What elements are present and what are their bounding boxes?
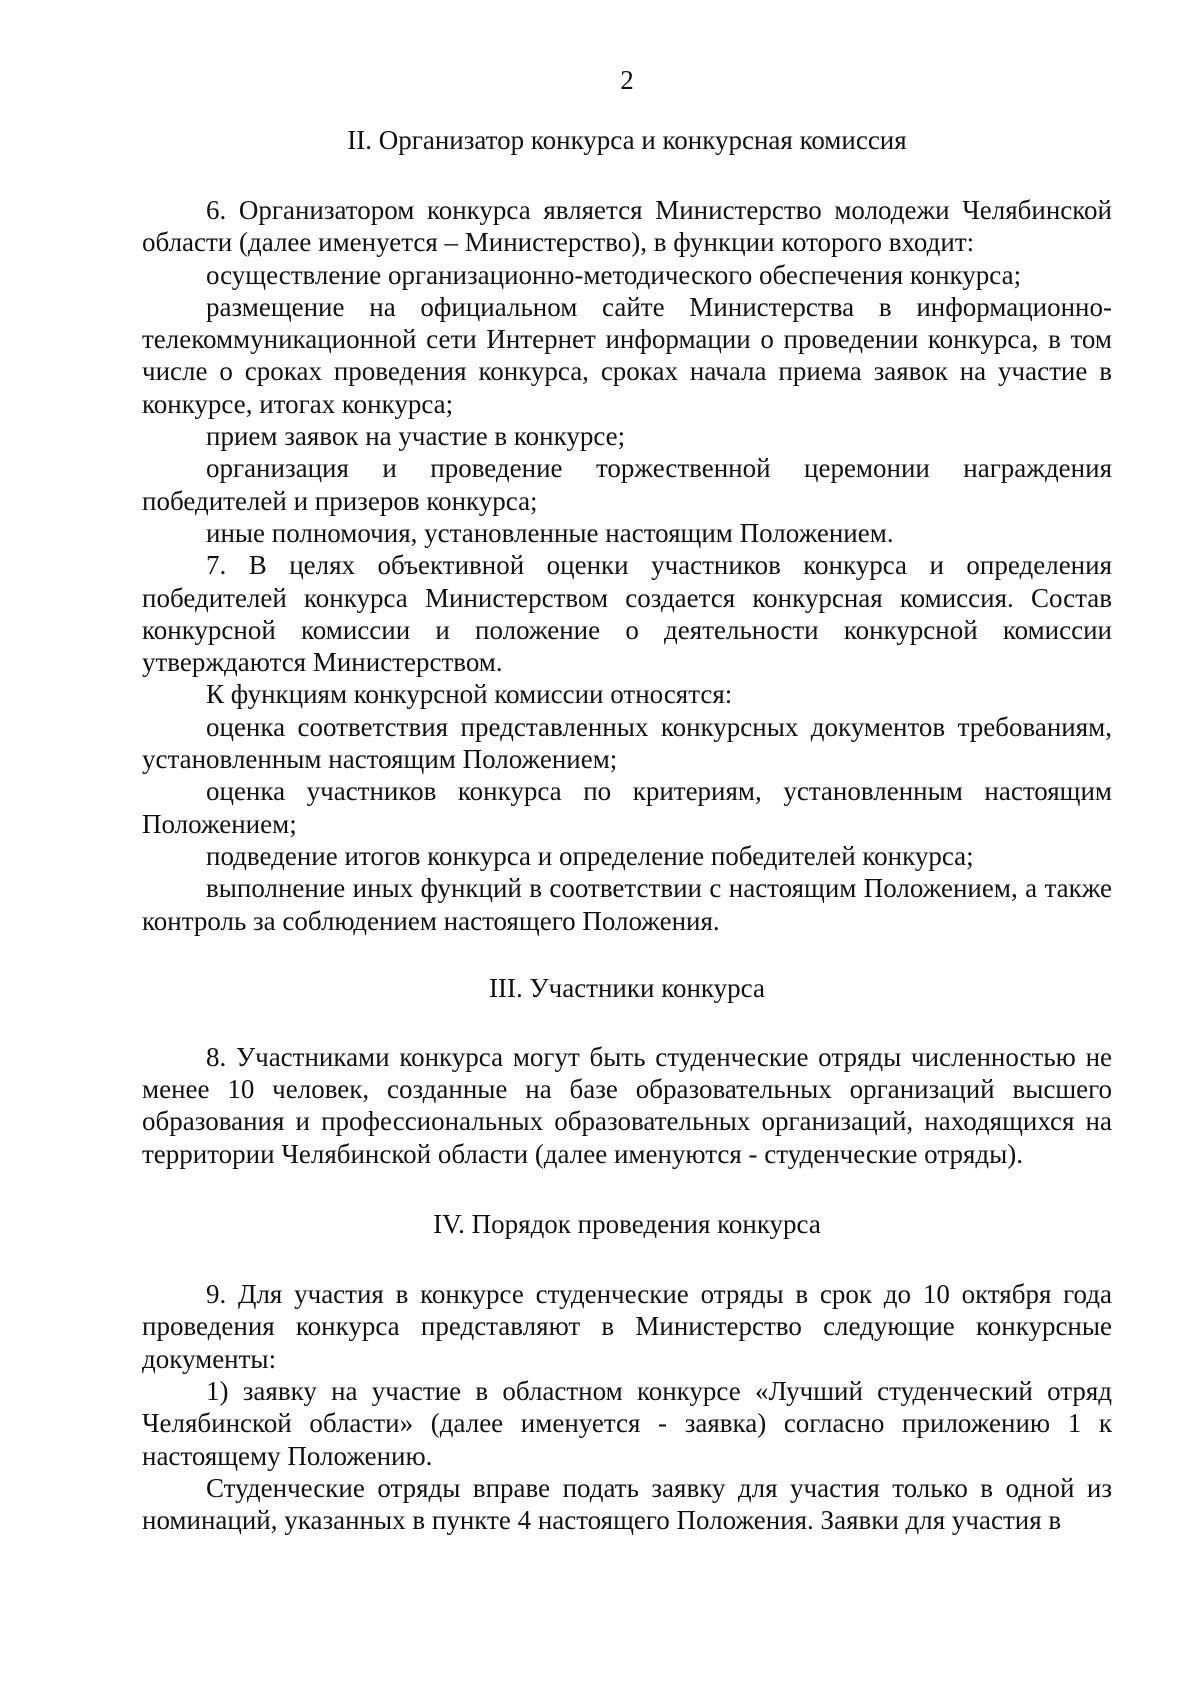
section-2-heading: II. Организатор конкурса и конкурсная комиссия bbox=[347, 125, 907, 155]
section-3-heading: III. Участники конкурса bbox=[489, 972, 765, 1003]
paragraph-nominations: Студенческие отряды вправе подать заявку для участия только в одной из номинаций, указанных в пункте 4 настоящего Положения. Заявки для участия в bbox=[142, 1472, 1112, 1536]
list-item: оценка участников конкурса по критериям, установленным настоящим Положением; bbox=[142, 776, 1112, 839]
list-item: оценка соответствия представленных конкурсных документов требованиям, установленным настоящим Положением; bbox=[142, 711, 1112, 775]
list-item: прием заявок на участие в конкурсе; bbox=[206, 421, 626, 452]
list-item: осуществление организационно-методического обеспечения конкурса; bbox=[206, 259, 1022, 290]
list-item: выполнение иных функций в соответствии с настоящим Положением, а также контроль за соблюдением настоящего Положения. bbox=[142, 873, 1112, 936]
paragraph-7: 7. В целях объективной оценки участников конкурса и определения победителей конкурса Министерством создается конкурсная комиссия. Состав конкурсной комиссии и положение о деятельности конкурсной комиссии утверждаются Министерством. bbox=[142, 550, 1112, 678]
paragraph-9: 9. Для участия в конкурсе студенческие отряды в срок до 10 октября года проведения конкурса представляют в Министерство следующие конкурсные документы: bbox=[142, 1279, 1112, 1374]
paragraph-8: 8. Участниками конкурса могут быть студенческие отряды численностью не менее 10 человек, созданные на базе образовательных организаций высшего образования и профессиональных образовательных организаций, находящихся на территории Челябинской области (далее именуются - студенческие отряды). bbox=[142, 1041, 1112, 1169]
paragraph-6: 6. Организатором конкурса является Министерство молодежи Челябинской области (далее именуется – Министерство), в функции которого входит: bbox=[142, 195, 1112, 258]
list-item: размещение на официальном сайте Министерства в информационно-телекоммуникационной сети Интернет информации о проведении конкурса, в том числе о сроках проведения конкурса, сроках начала приема заявок на участие в конкурсе, итогах конкурса; bbox=[142, 291, 1112, 419]
page-number: 2 bbox=[620, 65, 634, 95]
list-item: иные полномочия, установленные настоящим Положением. bbox=[206, 517, 894, 548]
list-item: 1) заявку на участие в областном конкурсе «Лучший студенческий отряд Челябинской области» (далее именуется - заявка) согласно приложению 1 к настоящему Положению. bbox=[142, 1375, 1112, 1471]
list-item: организация и проведение торжественной церемонии награждения победителей и призеров конкурса; bbox=[142, 453, 1112, 516]
section-4-heading: IV. Порядок проведения конкурса bbox=[433, 1209, 821, 1240]
list-item: подведение итогов конкурса и определение победителей конкурса; bbox=[206, 840, 974, 871]
paragraph-commission-functions: К функциям конкурсной комиссии относятся: bbox=[206, 679, 733, 710]
